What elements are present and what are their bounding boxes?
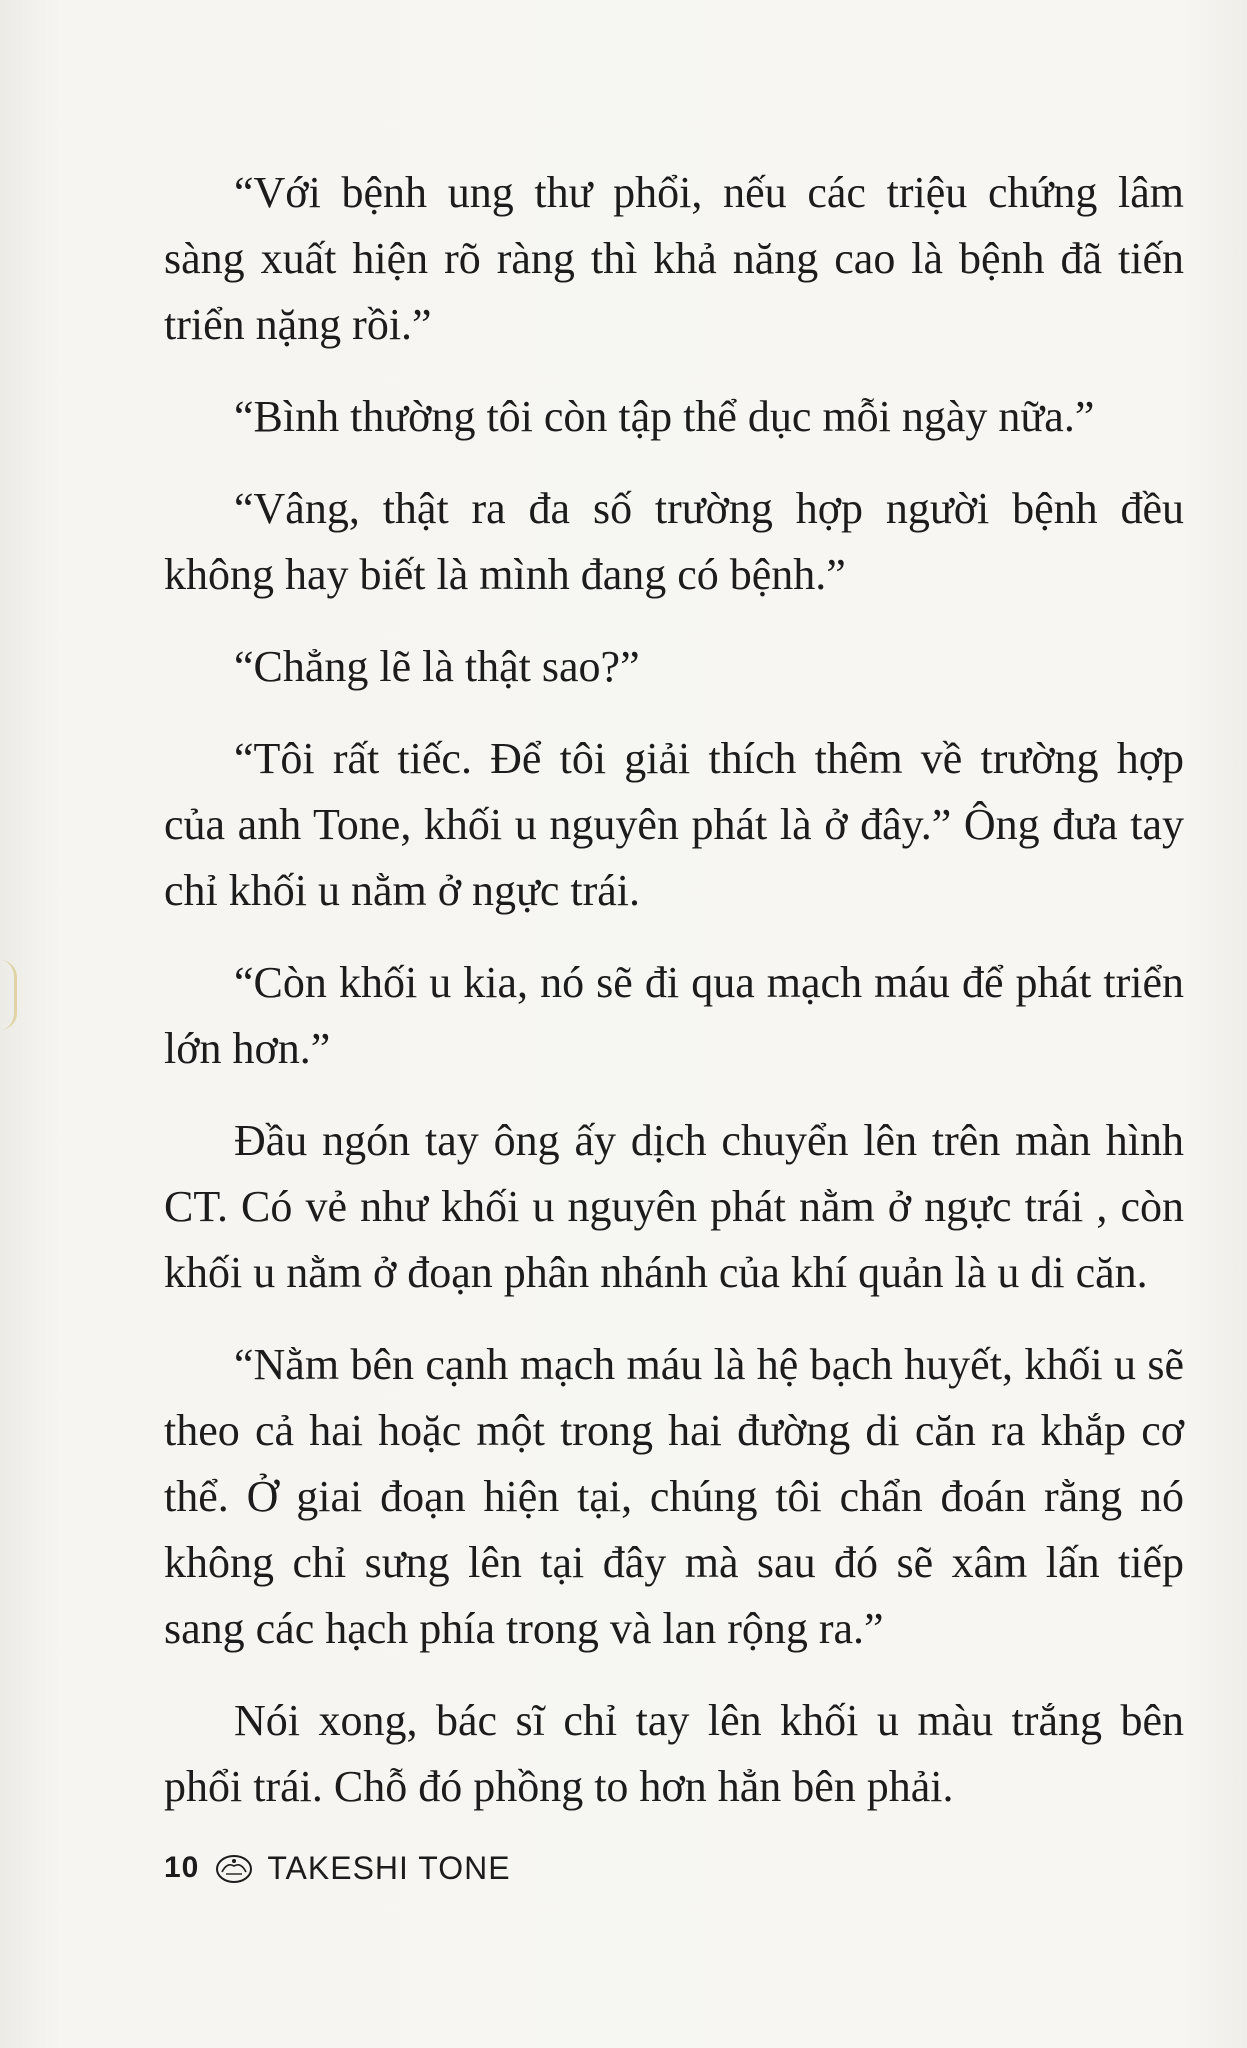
paragraph-5: “Tôi rất tiếc. Để tôi giải thích thêm về trường hợp của anh Tone, khối u nguyên phát là ở đây.” Ông đưa tay chỉ khối u nằm ở ngực trái. xyxy=(164,734,1184,915)
paragraph-7: Đầu ngón tay ông ấy dịch chuyển lên trên màn hình CT. Có vẻ như khối u nguyên phát nằm ở ngực trái , còn khối u nằm ở đoạn phân nhánh của khí quản là u di căn. xyxy=(164,1116,1184,1297)
paragraph-9: Nói xong, bác sĩ chỉ tay lên khối u màu trắng bên phổi trái. Chỗ đó phồng to hơn hẳn bên phải. xyxy=(164,1696,1184,1811)
page-number: 10 xyxy=(164,1851,200,1884)
paragraph-2: “Bình thường tôi còn tập thể dục mỗi ngày nữa.” xyxy=(234,392,1095,441)
page-edge-mark xyxy=(0,960,17,1030)
author-emblem-icon xyxy=(213,1852,255,1884)
paragraph-3: “Vâng, thật ra đa số trường hợp người bệnh đều không hay biết là mình đang có bệnh.” xyxy=(164,484,1184,599)
paragraph-4: “Chẳng lẽ là thật sao?” xyxy=(234,642,640,691)
paragraph-1: “Với bệnh ung thư phổi, nếu các triệu chứng lâm sàng xuất hiện rõ ràng thì khả năng cao là bệnh đã tiến triển nặng rồi.” xyxy=(164,168,1184,349)
body-text xyxy=(164,160,1184,1820)
paragraph-8: “Nằm bên cạnh mạch máu là hệ bạch huyết, khối u sẽ theo cả hai hoặc một trong hai đường di căn ra khắp cơ thể. Ở giai đoạn hiện tại, chúng tôi chẩn đoán rằng nó không chỉ sưng lên tại đây mà sau đó sẽ xâm lấn tiếp sang các hạch phía trong và lan rộng ra.” xyxy=(164,1340,1184,1653)
paragraph-6: “Còn khối u kia, nó sẽ đi qua mạch máu để phát triển lớn hơn.” xyxy=(164,958,1184,1073)
page-footer xyxy=(164,1848,511,1888)
author-name: TAKESHI TONE xyxy=(267,1849,511,1886)
